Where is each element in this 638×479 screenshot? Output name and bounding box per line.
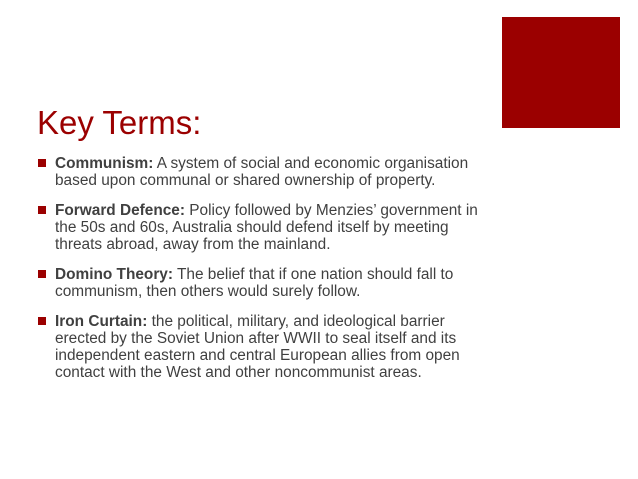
key-terms-list [37, 155, 485, 394]
accent-block [502, 17, 620, 128]
list-item [37, 155, 485, 189]
square-bullet-icon [38, 270, 46, 278]
term-definition: A system of social and economic organisation based upon communal or shared ownership of property. [55, 155, 469, 189]
square-bullet-icon [38, 159, 46, 167]
square-bullet-icon [38, 206, 46, 214]
term-definition: the political, military, and ideological barrier erected by the Soviet Union after WWII to seal itself and its independent eastern and central European allies from open contact with the West and other noncommunist areas. [55, 313, 460, 381]
list-item [37, 202, 485, 253]
term-name: Domino Theory: [55, 266, 173, 283]
list-item [37, 313, 485, 381]
term-name: Forward Defence: [55, 202, 185, 219]
list-item [37, 266, 485, 300]
term-name: Iron Curtain: [55, 313, 148, 330]
term-name: Communism: [55, 155, 154, 172]
square-bullet-icon [38, 317, 46, 325]
term-definition: The belief that if one nation should fall to communism, then others would surely follow. [55, 266, 454, 300]
slide-title: Key Terms: [37, 104, 202, 141]
term-definition: Policy followed by Menzies’ government in the 50s and 60s, Australia should defend itself by meeting threats abroad, away from the mainland. [55, 202, 478, 253]
